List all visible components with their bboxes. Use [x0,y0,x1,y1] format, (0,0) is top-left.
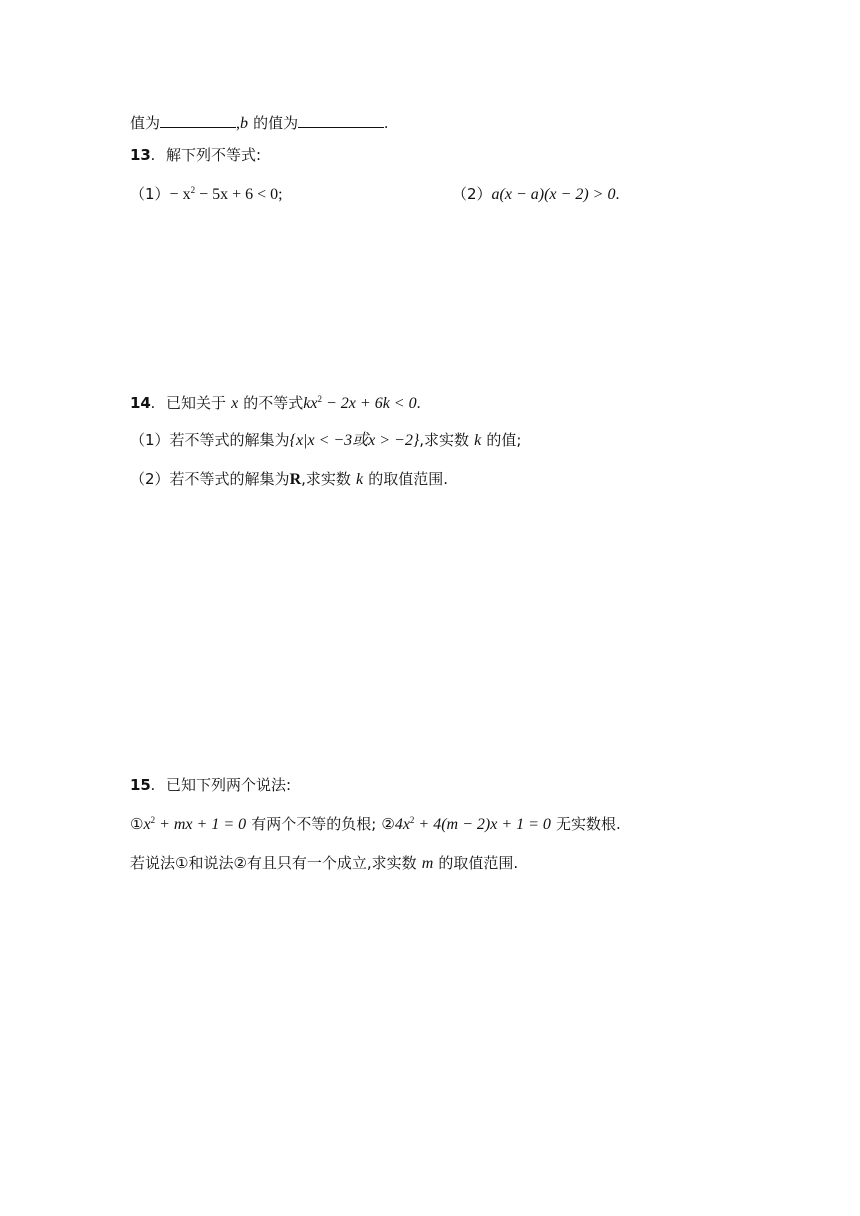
part-label: （2） [130,470,170,488]
math-expr: a(x − a)(x − 2) > 0 [491,186,616,203]
part-label: （1） [130,185,170,203]
text: . [416,395,421,412]
text: . [150,395,155,412]
question-number: 15 [130,776,151,794]
math-expr [395,816,551,833]
part-label: （2） [452,185,492,203]
question-text: 已知关于 [165,394,226,412]
exponent: 2 [409,815,415,825]
q15-statements [130,813,621,836]
q15-instruction [130,852,518,875]
math-expr [303,395,416,412]
question-text: 若不等式的解集为 [169,470,290,488]
q13-stem [130,144,261,167]
text: . [150,147,155,164]
question-number: 13 [130,146,151,164]
question-text: 的取值范围. [438,854,519,872]
var-x: x [231,395,239,412]
q13-part2 [452,183,619,206]
exponent: 2 [317,394,322,404]
real-numbers-symbol: R [289,471,302,488]
circled-one: ① [130,815,144,833]
question-text: ,求实数 [301,470,351,488]
circled-two: ② [381,815,395,833]
expr-part: − 2x + 6k < 0 [322,395,417,412]
math-expr [143,816,246,833]
expr-part: − 5x + 6 < 0 [195,186,279,203]
text: 的值为 [253,114,299,132]
text: , [236,115,241,132]
q14-part1 [130,429,521,452]
question-text: ,求实数 [419,431,470,449]
math-expr [170,186,279,203]
expr-part: − x [169,186,191,203]
question-text: 若说法①和说法②有且只有一个成立,求实数 [130,854,417,872]
question-text: 的值; [486,431,522,449]
part-label: （1） [130,431,170,449]
q13-part1 [130,183,283,206]
text: 值为 [130,114,161,132]
expr-part: kx [303,395,318,412]
question-text: 的不等式 [243,394,304,412]
q14-stem [130,392,421,415]
q15-stem [130,774,291,797]
text: . [615,186,620,203]
question-number: 14 [130,394,151,412]
question-text: 的取值范围. [368,470,448,488]
solution-set: {x|x < −3或x > −2} [289,432,420,449]
var-k: k [474,432,482,449]
question-text: 无实数根. [556,815,621,833]
question-text: 有两个不等的负根; [251,815,377,833]
answer-blank-a[interactable] [160,111,236,128]
expr-part: x [143,816,151,833]
var-b: b [240,115,249,132]
exponent: 2 [150,815,156,825]
question-text: 解下列不等式: [165,146,262,164]
q14-part2 [130,468,448,491]
text: . [384,115,389,132]
var-k: k [356,471,364,488]
question-text: 若不等式的解集为 [169,431,290,449]
q12-tail-line [130,111,388,135]
expr-part: 4x [394,816,410,833]
answer-blank-b[interactable] [298,111,384,128]
exponent: 2 [190,185,196,195]
text: ; [278,186,283,203]
expr-part: + mx + 1 = 0 [155,816,247,833]
question-text: 已知下列两个说法: [165,776,292,794]
var-m: m [421,855,434,872]
expr-part: + 4(m − 2)x + 1 = 0 [414,816,551,833]
text: . [150,777,155,794]
